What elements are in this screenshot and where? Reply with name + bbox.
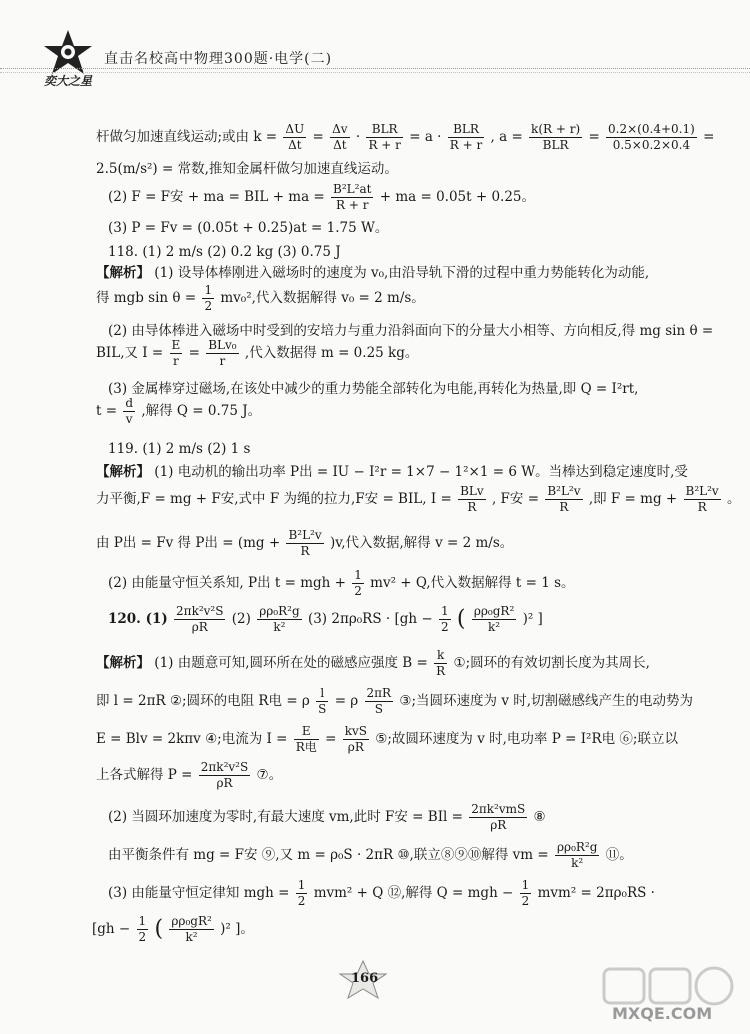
text: =	[312, 129, 324, 145]
text-line	[96, 724, 678, 755]
fraction: $\frac{1}{2}$	[354, 568, 362, 598]
text-line	[92, 914, 254, 945]
text: 由 P出 = Fv 得 P出 =	[96, 535, 234, 551]
text-line	[96, 338, 418, 369]
text-line	[108, 840, 633, 871]
fraction: BLv R	[460, 484, 484, 514]
fraction: k(R + r) BLR	[531, 122, 581, 152]
text: mvm² + Q ⑫,解得 Q = mgh −	[313, 885, 514, 901]
text: (3) 2πρ₀RS ·	[307, 611, 391, 627]
fraction: $\frac{l}{S}$	[318, 686, 327, 716]
text: (	[154, 916, 164, 942]
watermark-text: MXQE.COM	[612, 1004, 713, 1023]
text: =	[325, 731, 337, 747]
logo-text: 奕大之星	[44, 74, 93, 88]
text: =	[588, 129, 600, 145]
answer-118: 118. (1) 2 m/s (2) 0.2 kg (3) 0.75 J	[108, 244, 341, 260]
text: + ma = 0.05t + 0.25。	[379, 189, 536, 205]
answer-120	[108, 604, 543, 635]
text: mv² + Q,代入数据解得 t = 1 s。	[370, 575, 575, 591]
fraction: $\frac{\text{2πk²v²S}}{\rho R}$	[176, 604, 224, 634]
text: 得 mgb sin θ =	[96, 290, 197, 306]
text: [gh −	[394, 611, 433, 627]
text: ⑤;故圆环速度为 v 时,电功率 P = I²R电 ⑥;联立以	[375, 731, 678, 747]
text-line: (2) 由导体棒进入磁场中时受到的安培力与重力沿斜面向下的分量大小相等、方向相反,得 mg sin θ =	[108, 323, 714, 339]
answer-119: 119. (1) 2 m/s (2) 1 s	[108, 441, 251, 457]
text: =	[188, 345, 200, 361]
text: 上各式解得 P =	[96, 767, 193, 783]
fraction: 2πk²vmS ρR	[471, 802, 526, 832]
text-line	[96, 760, 282, 791]
fraction: kvS ρR	[344, 724, 367, 754]
text-line	[96, 528, 513, 559]
text-line	[108, 182, 535, 213]
text: (2) F = F安 + ma = BIL + ma =	[108, 189, 325, 205]
header-divider	[0, 68, 750, 73]
text-line: (3) 金属棒穿过磁场,在该处中减少的重力势能全部转化为电能,再转化为热量,即 Q = I²rt,	[108, 381, 639, 397]
fraction: $\frac{1}{2}$	[204, 283, 213, 313]
text: (1) 由题意可知,圆环所在处的磁感应强度 B =	[154, 655, 428, 671]
analysis-tag: 【解析】	[96, 464, 150, 480]
fraction: $\frac{\text{ρρ₀gR²}}{\text{k²}}$	[473, 604, 515, 634]
text: )² ]。	[220, 921, 254, 937]
fraction: $\frac{\text{B²L²v}}{R}$	[547, 484, 581, 514]
fraction: $\frac{\Delta v}{\Delta t}$	[332, 122, 348, 152]
text-line	[96, 484, 740, 515]
text-line: (3) P = Fv = (0.05t + 0.25)at = 1.75 W。	[108, 220, 389, 236]
fraction: $\frac{d}{v}$	[125, 396, 134, 426]
book-title: 直击名校高中物理300题·电学(二)	[104, 51, 333, 67]
fraction: $\frac{1}{2}$	[297, 878, 306, 908]
text: [gh −	[92, 921, 131, 937]
analysis-tag: 【解析】	[96, 265, 150, 281]
fraction: $\frac{\text{B²L²at}}{R + r}$	[333, 182, 372, 212]
fraction: $\frac{1}{2}$	[440, 604, 449, 634]
text: (2) 当圆环加速度为零时,有最大速度 vm,此时 F安 = BIl =	[108, 809, 463, 825]
text: 120. (1)	[108, 611, 168, 627]
text-line	[96, 648, 650, 679]
fraction: $\frac{\Delta U}{\Delta t}$	[285, 122, 305, 152]
fraction: $\frac{\text{B²L²v}}{R}$	[288, 528, 322, 558]
text: t =	[96, 403, 118, 419]
fraction: $\frac{1}{2}$	[521, 878, 530, 908]
text: ,即 F = mg +	[588, 491, 678, 507]
fraction: $\frac{2\pi R}{S}$	[366, 686, 392, 716]
text: ·	[355, 129, 361, 145]
text: ①;圆环的有效切割长度为其周长,	[453, 655, 650, 671]
text: ⑧	[533, 809, 546, 825]
fraction: $\frac{k}{R}$	[436, 648, 446, 678]
text: ,代入数据得 m = 0.25 kg。	[244, 345, 419, 361]
text: 。	[726, 491, 741, 507]
fraction: $\frac{\text{ρρ₀R²g}}{\text{k²}}$	[556, 840, 598, 870]
text: =	[703, 129, 715, 145]
text: ,解得 Q = 0.75 J。	[141, 403, 262, 419]
analysis-tag: 【解析】	[96, 655, 150, 671]
text: = a ·	[409, 129, 442, 145]
text: (	[456, 606, 466, 632]
text: 力平衡,F = mg + F安,式中 F 为绳的拉力,F安 = BIL, I =	[96, 491, 452, 507]
text: (2) 由能量守恒关系知, P出 t = mgh +	[108, 575, 346, 591]
page-header	[0, 0, 750, 95]
text: BIL,又 I =	[96, 345, 164, 361]
text-line	[108, 568, 575, 599]
text-line	[96, 283, 425, 314]
text-line	[96, 396, 261, 427]
text: ⑪。	[605, 847, 633, 863]
text: mvm² = 2πρ₀RS ·	[537, 885, 655, 901]
fraction: $\frac{\text{B²L²v}}{R}$	[685, 484, 719, 514]
text: 由平衡条件有 mg = F安 ⑨,又 m = ρ₀S · 2πR ⑩,联立⑧⑨⑩解得 vm =	[108, 847, 549, 863]
text-line	[96, 264, 649, 282]
text-line	[108, 802, 546, 833]
fraction: $\frac{E}{r}$	[171, 338, 181, 368]
text: , F安 =	[491, 491, 540, 507]
fraction: BLv₀ r	[208, 338, 237, 368]
text: mv₀²,代入数据解得 v₀ = 2 m/s。	[220, 290, 425, 306]
text: )v,代入数据,解得 v = 2 m/s。	[329, 535, 514, 551]
text: ⑦。	[256, 767, 283, 783]
text: (1) 设导体棒刚进入磁场时的速度为 v₀,由沿导轨下滑的过程中重力势能转化为动能,	[154, 265, 650, 281]
text: (mg +	[237, 535, 281, 551]
fraction: BLR R + r	[449, 122, 483, 152]
text: (2)	[231, 611, 251, 627]
text: ③;当圆环速度为 v 时,切割磁感线产生的电动势为	[399, 693, 694, 709]
text: = ρ	[334, 693, 359, 709]
text-line: 2.5(m/s²) = 常数,推知金属杆做匀加速直线运动。	[96, 161, 398, 177]
fraction: BLR R + r	[368, 122, 401, 152]
text: )² ]	[522, 611, 543, 627]
text: , a =	[490, 129, 523, 145]
text: 即 l = 2πR ②;圆环的电阻 R电 = ρ	[96, 693, 310, 709]
text-line	[96, 686, 693, 717]
page-number: 166	[351, 971, 379, 986]
fraction: $\frac{\text{ρρ₀gR²}}{\text{k²}}$	[171, 914, 212, 944]
text-line	[96, 463, 688, 481]
fraction: $\frac{1}{2}$	[138, 914, 147, 944]
fraction: $\frac{\text{ρρ₀R²g}}{\text{k²}}$	[259, 604, 300, 634]
text: 杆做匀加速直线运动;或由 k =	[96, 129, 278, 145]
fraction: E R电	[295, 724, 317, 754]
text: E = Blv = 2kπv ④;电流为 I =	[96, 731, 288, 747]
text: (1) 电动机的输出功率 P出 = IU − I²r = 1×7 − 1²×1 = 6 W。当棒达到稳定速度时,受	[154, 464, 688, 480]
text: (3) 由能量守恒定律知 mgh =	[108, 885, 290, 901]
text-line	[108, 878, 655, 909]
fraction: $\frac{\text{2πk²v²S}}{\rho R}$	[200, 760, 249, 790]
fraction: $\frac{0.2\times(0.4+0.1)}{0.5\times 0.2\times 0.4}$	[608, 122, 695, 152]
text-line	[96, 122, 714, 153]
